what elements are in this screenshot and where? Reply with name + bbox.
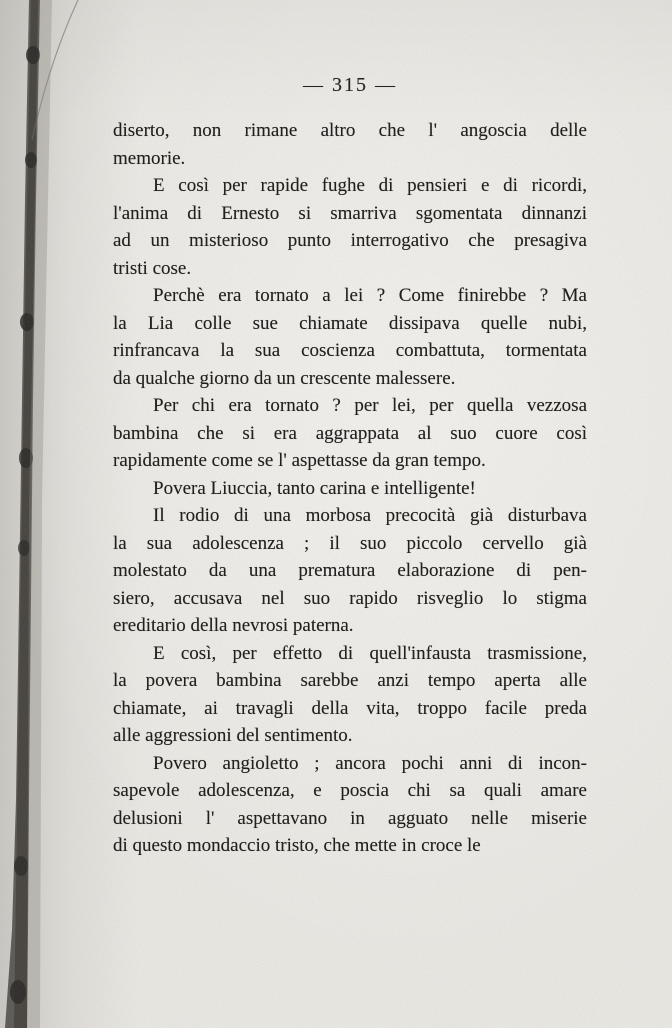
text-line: Povera Liuccia, tanto carina e intelligente! xyxy=(153,477,476,499)
text-line: bambina che si era aggrappata al suo cuore così xyxy=(113,422,587,444)
text-line: E così per rapide fughe di pensieri e di ricordi, xyxy=(153,175,587,196)
binding-stitch xyxy=(18,540,30,556)
text-line: chiamate, ai travagli della vita, troppo facile preda xyxy=(113,697,587,719)
book-binding-edge xyxy=(0,0,110,1028)
text-line: da qualche giorno da un crescente malessere. xyxy=(113,367,456,389)
text-line: la Lia colle sue chiamate dissipava quelle nubi, xyxy=(113,312,587,334)
text-line: tristi cose. xyxy=(113,257,192,279)
binding-shadow xyxy=(27,0,52,1028)
text-line: rapidamente come se l' aspettasse da gran tempo. xyxy=(113,450,486,471)
text-line: Perchè era tornato a lei ? Come finirebbe ? Ma xyxy=(153,285,587,306)
binding-stitch xyxy=(19,448,33,468)
binding-band-core xyxy=(14,0,38,1028)
text-line: E così, per effetto di quell'infausta trasmissione, xyxy=(153,642,587,664)
binding-stitch xyxy=(10,980,26,1004)
text-line: Il rodio di una morbosa precocità già disturbava xyxy=(153,505,587,526)
text-line: siero, accusava nel suo rapido risveglio lo stigma xyxy=(113,587,587,609)
text-line: ad un misterioso punto interrogativo che presagiva xyxy=(113,230,587,251)
text-line: la povera bambina sarebbe anzi tempo aperta alle xyxy=(113,670,587,691)
binding-band xyxy=(5,0,40,1028)
text-line: Per chi era tornato ? per lei, per quella vezzosa xyxy=(153,395,587,416)
page-number: — 315 — xyxy=(303,74,397,96)
binding-stitch xyxy=(14,856,28,876)
binding-stitch xyxy=(20,313,34,331)
text-line: molestato da una prematura elaborazione di pen- xyxy=(113,560,587,581)
text-line: la sua adolescenza ; il suo piccolo cervello già xyxy=(113,532,587,554)
text-line: di questo mondaccio tristo, che mette in croce le xyxy=(113,835,481,856)
binding-stitch xyxy=(26,46,40,64)
text-block xyxy=(113,117,587,860)
text-line: rinfrancava la sua coscienza combattuta, tormentata xyxy=(113,340,587,361)
binding-stitch xyxy=(25,152,37,168)
text-line: alle aggressioni del sentimento. xyxy=(113,725,353,746)
text-line: delusioni l' aspettavano in agguato nelle miserie xyxy=(113,807,587,829)
paper-crack-line xyxy=(32,0,78,140)
text-line: sapevole adolescenza, e poscia chi sa quali amare xyxy=(113,780,587,801)
text-line: Povero angioletto ; ancora pochi anni di incon- xyxy=(153,752,587,774)
text-line: ereditario della nevrosi paterna. xyxy=(113,615,354,636)
text-line: l'anima di Ernesto si smarriva sgomentata dinnanzi xyxy=(113,202,587,224)
text-line: memorie. xyxy=(113,147,186,169)
text-line: diserto, non rimane altro che l' angoscia delle xyxy=(113,120,587,141)
